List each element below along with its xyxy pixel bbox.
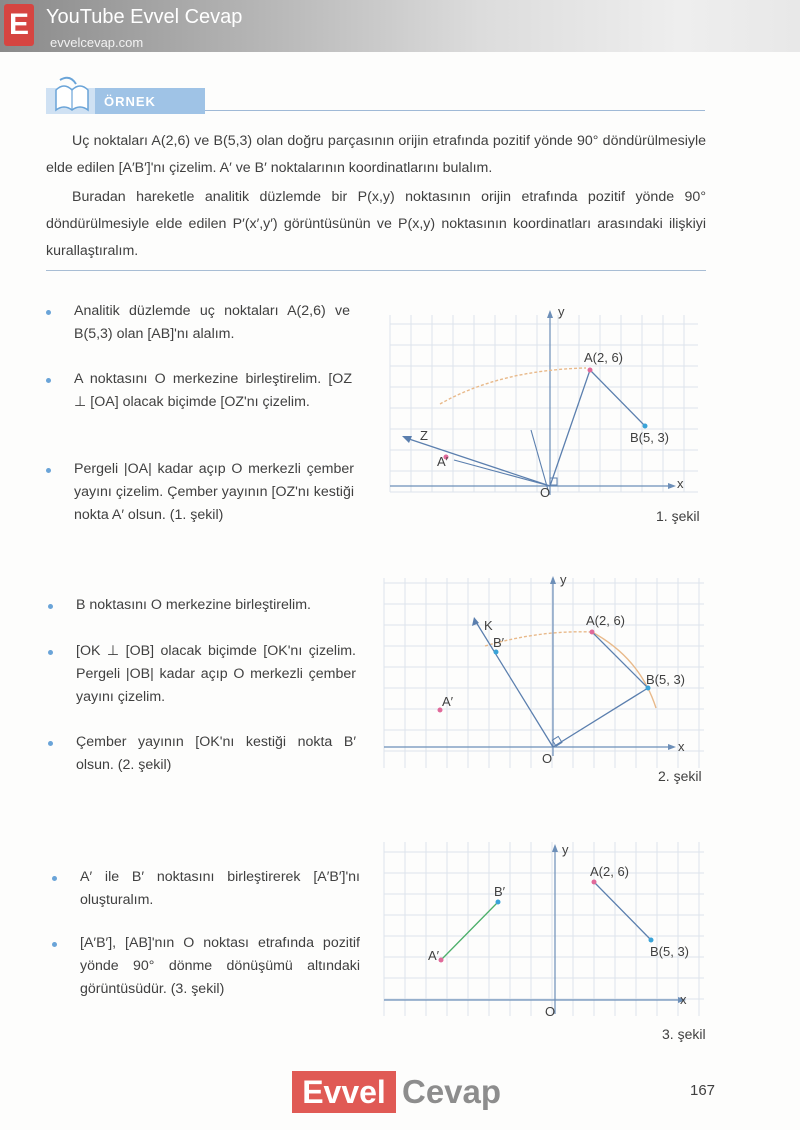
figure-1-caption: 1. şekil <box>656 508 700 524</box>
bullet-dot <box>46 310 51 315</box>
point-A-prime <box>439 958 444 963</box>
y-axis-arrow-icon <box>552 844 558 852</box>
segment-OA-prime <box>454 460 550 486</box>
label-b: B(5, 3) <box>650 944 690 959</box>
label-y: y <box>562 842 569 857</box>
bullet-dot <box>48 604 53 609</box>
point-B <box>649 938 654 943</box>
step-3-2: [A′B′], [AB]'nın O noktası etrafında pozitif yönde 90° dönme dönüşümü altındaki görüntüsüdür. (3. şekil) <box>80 935 360 997</box>
label-b-prime: B′ <box>494 884 506 899</box>
example-paragraph-2: Buradan hareketle analitik düzlemde bir P(x,y) noktasının orijin etrafında pozitif yönde 90° döndürülmesiyle elde edilen P′(x′,y′) görüntüsünün ve P(x,y) noktasının koordinatları arasındaki ilişkiyi kurallaştıralım. <box>46 189 706 259</box>
page-number: 167 <box>690 1082 716 1099</box>
step-1-3: Pergeli |OA| kadar açıp O merkezli çember yayını çizelim. Çember yayının [OZ'nı kestiği nokta A′ olsun. (1. şekil) <box>74 461 354 523</box>
section-divider <box>46 270 706 271</box>
point-A <box>588 368 593 373</box>
label-z: Z <box>420 428 428 443</box>
bullet-dot <box>48 650 53 655</box>
brand-logo: E <box>4 4 34 46</box>
ray-OZ <box>406 438 550 486</box>
ray-OK <box>476 622 553 747</box>
bullet-dot <box>48 741 53 746</box>
label-x: x <box>677 476 684 491</box>
label-o: O <box>545 1004 556 1019</box>
example-paragraph-1: Uç noktaları A(2,6) ve B(5,3) olan doğru parçasının orijin etrafında pozitif yönde 90° döndürülmesiyle elde edilen [A′B′]'nı çizelim. A′ ve B′ noktalarının koordinatlarını bulalım. <box>46 133 706 176</box>
figure-3 <box>380 838 710 1022</box>
step-2-2: [OK ⊥ [OB] olacak biçimde [OK'nı çizelim. Pergeli |OB| kadar açıp O merkezli çember yayını çizelim. <box>76 643 356 705</box>
x-axis-arrow-icon <box>668 483 676 489</box>
step-2-3: Çember yayının [OK'nı kestiği nokta B′ olsun. (2. şekil) <box>76 734 356 773</box>
bullet-dot <box>46 468 51 473</box>
label-x: x <box>680 992 687 1007</box>
step-1-2: A noktasını O merkezine birleştirelim. [OZ ⊥ [OA] olacak biçimde [OZ'nı çizelim. <box>74 371 352 410</box>
example-label: ÖRNEK <box>104 94 156 109</box>
y-axis-arrow-icon <box>550 576 556 584</box>
step-1-1: Analitik düzlemde uç noktaları A(2,6) ve B(5,3) olan [AB]'nı alalım. <box>74 303 350 342</box>
point-B-prime <box>496 900 501 905</box>
compass-arc-2 <box>592 632 656 708</box>
label-a: A(2, 6) <box>586 613 626 628</box>
segment-AB <box>592 632 648 688</box>
label-y: y <box>560 572 567 587</box>
bullet-dot <box>52 876 57 881</box>
label-y: y <box>558 304 565 319</box>
label-a-prime: A′ <box>428 948 440 963</box>
step-2-1: B noktasını O merkezine birleştirelim. <box>76 597 311 613</box>
brand-title: YouTube Evvel Cevap <box>46 6 243 28</box>
point-B <box>643 424 648 429</box>
point-A <box>590 630 595 635</box>
figure-2-caption: 2. şekil <box>658 768 702 784</box>
label-o: O <box>542 751 553 766</box>
segment-AB <box>590 370 645 426</box>
segment-OB <box>553 688 648 747</box>
label-o: O <box>540 485 551 500</box>
label-a-prime: A′ <box>442 694 454 709</box>
figure-1 <box>380 300 710 500</box>
label-a: A(2, 6) <box>590 864 630 879</box>
point-A <box>592 880 597 885</box>
footer-brand-box: Evvel <box>292 1071 396 1113</box>
brand-url-link[interactable]: evvelcevap.com <box>50 35 144 50</box>
footer-brand-text: Cevap <box>402 1073 502 1110</box>
step-3-1: A′ ile B′ noktasını birleştirerek [A′B′]'nı oluşturalım. <box>80 869 360 908</box>
grid <box>384 842 704 1016</box>
label-x: x <box>678 739 685 754</box>
figure-2 <box>380 570 710 770</box>
label-b: B(5, 3) <box>646 672 686 687</box>
label-a: A(2, 6) <box>584 350 624 365</box>
label-b: B(5, 3) <box>630 430 670 445</box>
label-k: K <box>484 618 493 633</box>
point-B-prime <box>494 650 499 655</box>
y-axis-arrow-icon <box>547 310 553 318</box>
x-axis-arrow-icon <box>668 744 676 750</box>
header-divider <box>205 110 705 111</box>
segment-AB <box>594 882 651 940</box>
bullet-dot <box>46 378 51 383</box>
label-a-prime: A′ <box>437 454 449 469</box>
open-book-icon <box>46 76 98 120</box>
figure-3-caption: 3. şekil <box>662 1026 706 1042</box>
label-b-prime: B′ <box>493 635 505 650</box>
compass-arc <box>440 368 586 404</box>
bullet-dot <box>52 942 57 947</box>
